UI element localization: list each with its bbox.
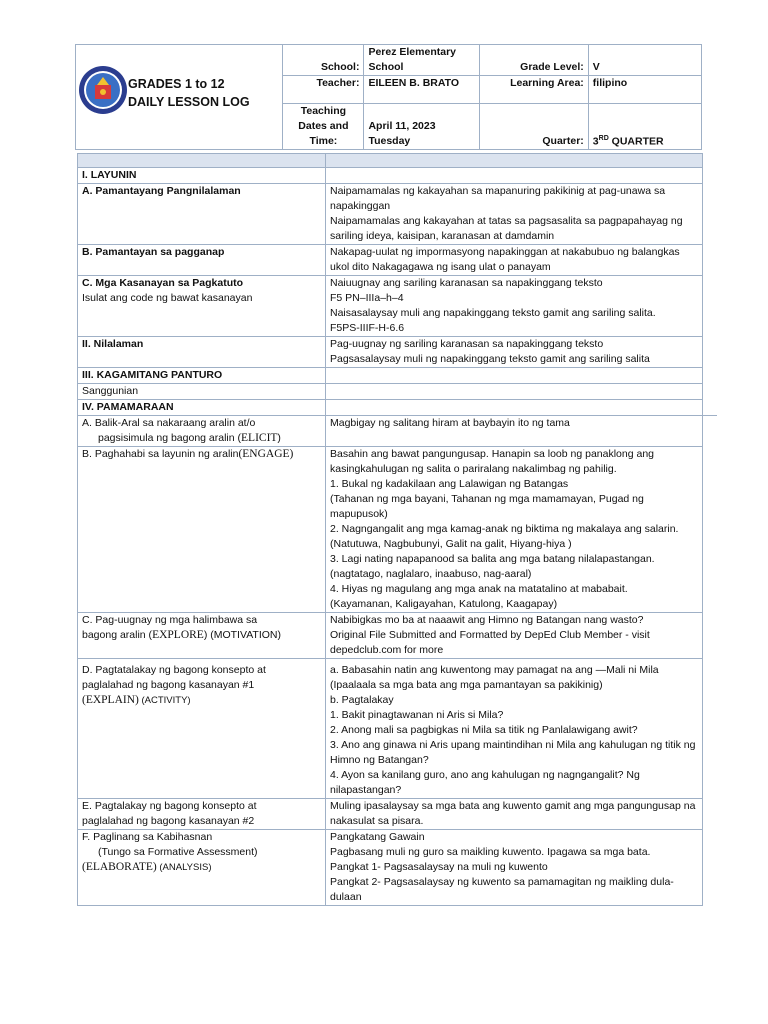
row-content-A: Magbigay ng salitang hiram at baybayin ito ng tama [326,416,703,447]
content-line: Nabibigkas mo ba at naaawit ang Himno ng Batangan nang wasto? [330,614,644,626]
content-line: 3. Lagi nating napapanood sa balita ang mga batang nilalapastangan. (nagtatago, naglalaro, inaabuso, nag-aaral) [330,553,655,580]
quarter-label: Quarter: [479,104,588,150]
content-line: 1. Bukal ng kadakilaan ang Lalawigan ng Batangas [330,478,569,490]
table-row [78,416,703,447]
content-line: (Kayamanan, Kaligayahan, Katulong, Kaagapay) [330,598,558,610]
dates-label: Teaching Dates and Time: [283,104,364,150]
content-line: 4. Ayon sa kanilang guro, ano ang kahulugan ng nagngangalit? Ng nilapastangan? [330,769,640,796]
content-line: 1. Bakit pinagtawanan ni Aris si Mila? [330,709,504,721]
row-content-c [326,276,703,337]
table-row [78,659,703,799]
content-line: F5PS-IIIF-H-6.6 [330,322,405,334]
row-content-D [326,659,703,799]
table-row [78,400,703,416]
row-label-F [78,830,326,906]
content-line: Naiuugnay ang sariling karanasan sa napakinggang teksto [330,277,603,289]
quarter-rest: QUARTER [608,135,664,147]
row-label-A [78,416,326,447]
content-line: Basahin ang bawat pangungusap. Hanapin sa loob ng panaklong ang kasingkahulugan ng salita o pariralang nakalimbag ng pahilig. [330,448,655,475]
header-cell-left [78,154,326,168]
table-row [78,337,703,368]
row-label-c [78,276,326,337]
row-label-F-elaborate: (ELABORATE) [82,861,157,873]
quarter-value [588,104,701,150]
content-line: Pangkat 2- Pagsasalaysay ng kuwento sa pamamagitan ng maikling dula-dulaan [330,876,674,903]
row-label-C-l1: C. Pag-uugnay ng mga halimbawa sa [82,614,258,626]
row-label-A-close: ) [277,432,281,444]
quarter-sup: RD [598,134,609,142]
content-line: (Tahanan ng mga bayani, Tahanan ng mga mamamayan, Pugad ng mapupusok) [330,493,644,520]
row-content-F [326,830,703,906]
lesson-table [77,153,703,906]
row-label-A-elicit: ELICIT [241,432,278,444]
row-label-A-l2 [82,431,321,446]
school-value: Perez Elementary School [364,45,479,76]
row-label-B [78,447,326,613]
content-line: Pangkat 1- Pagsasalaysay na muli ng kuwento [330,861,548,873]
row-label-c-sub: Isulat ang code ng bawat kasanayan [82,292,253,304]
table-row [78,384,703,400]
row-label-F-l2: (Tungo sa Formative Assessment) [98,846,258,858]
dates-value-line1: April 11, 2023 [368,120,436,132]
row-content-layunin [326,168,703,184]
row-content-pamamaraan [326,400,703,416]
row-label-D-l3 [82,693,321,708]
row-label-A-text: pagsisimula ng bagong aralin ( [98,432,242,444]
row-content-B [326,447,703,613]
row-label-a: A. Pamantayang Pangnilalaman [78,184,326,245]
row-label-pamamaraan: IV. PAMAMARAAN [78,400,326,416]
header-cell-right [326,154,703,168]
content-line: b. Pagtalakay [330,694,394,706]
table-row [78,184,703,245]
quarter-num: 3 [592,135,599,147]
table-row [78,276,703,337]
row-label-B-text: B. Paghahabi sa layunin ng aralin [82,448,239,460]
row-label-kagamitan: III. KAGAMITANG PANTURO [78,368,326,384]
row-label-D-l1: D. Pagtatalakay ng bagong konsepto at [82,664,266,676]
row-label-D-explain: (EXPLAIN) [82,694,139,706]
row-label-E-l1: E. Pagtalakay ng bagong konsepto at [82,800,257,812]
row-label-D-activity: (ACTIVITY) [138,695,191,706]
header-table [75,44,702,150]
table-row [78,368,703,384]
row-label-F-analysis: (ANALYSIS) [156,862,212,873]
row-label-C-text: bagong aralin ( [82,629,153,641]
content-line: Naipamamalas ng kakayahan sa mapanuring pakikinig at pag-unawa sa napakinggan [330,185,666,212]
row-label-C-explore: EXPLORE [152,629,204,641]
row-label-A-l1: A. Balik-Aral sa nakaraang aralin at/o [82,417,256,429]
row-label-nilalaman: II. Nilalaman [78,337,326,368]
title-cell [76,45,283,150]
teacher-label: Teacher: [283,76,364,104]
table-row [78,830,703,906]
row-label-F-l1: F. Paglinang sa Kabihasnan [82,831,213,843]
row-content-nilalaman [326,337,703,368]
dates-value-line2: Tuesday [368,135,411,147]
teacher-value: EILEEN B. BRATO [364,76,479,104]
row-label-C-l2 [82,628,321,643]
table-row [78,447,703,613]
table-header-row [78,154,703,168]
content-line: Naisasalaysay muli ang napakinggang teksto gamit ang sariling salita. [330,307,656,319]
content-line: (Ipaalaala sa mga bata ang mga pamantayan sa pakikinig) [330,679,603,691]
row-label-C [78,613,326,659]
row-content-C [326,613,703,659]
row-label-C-motivation: ) (MOTIVATION) [203,629,281,641]
row-label-E [78,799,326,830]
content-line: 4. Hiyas ng magulang ang mga anak na matatalino at mababait. [330,583,628,595]
row-label-D [78,659,326,799]
content-line: a. Babasahin natin ang kuwentong may pamagat na ang —Mali ni Mila [330,664,659,676]
row-content-a [326,184,703,245]
row-label-layunin: I. LAYUNIN [78,168,326,184]
table-row [78,799,703,830]
area-value: filipino [588,76,701,104]
content-line: 2. Nagngangalit ang mga kamag-anak ng biktima ng makalaya ang salarin. (Natutuwa, Nagbubunyi, Galit na galit, Hiyang-hiya ) [330,523,679,550]
grade-value: V [588,45,701,76]
table-divider-stub [703,415,717,416]
area-label: Learning Area: [479,76,588,104]
content-line: Pag-uugnay ng sariling karanasan sa napakinggang teksto [330,338,604,350]
row-content-E: Muling ipasalaysay sa mga bata ang kuwento gamit ang mga pangungusap na nakasulat sa pisara. [326,799,703,830]
content-line: Pagsasalaysay muli ng napakinggang teksto gamit ang sariling salita [330,353,650,365]
row-content-b: Nakapag-uulat ng impormasyong napakinggan at nakabubuo ng balangkas ukol dito Nakagagawa ng isang ulat o panayam [326,245,703,276]
row-label-F-l3 [82,860,321,875]
school-label: School: [283,45,364,76]
table-row [78,245,703,276]
content-line: F5 PN–IIIa–h–4 [330,292,404,304]
table-row [78,613,703,659]
row-label-E-l2: paglalahad ng bagong kasanayan #2 [82,815,255,827]
content-line: Original File Submitted and Formatted by DepEd Club Member - visit depedclub.com for more [330,629,650,656]
content-line: Naipamamalas ang kakayahan at tatas sa pagsasalita sa pagpapahayag ng sariling ideya, kaisipan, karanasan at damdamin [330,215,683,242]
content-line: 3. Ano ang ginawa ni Aris upang maintindihan ni Mila ang kahulugan ng titik ng Himno ng Batangan? [330,739,696,766]
row-label-sanggunian: Sanggunian [78,384,326,400]
table-row [78,168,703,184]
dates-value [364,104,479,150]
row-content-sanggunian [326,384,703,400]
row-label-c-title: C. Mga Kasanayan sa Pagkatuto [82,277,244,289]
content-line: 2. Anong mali sa pagbigkas ni Mila sa titik ng Panlalawigang awit? [330,724,638,736]
content-line: Pangkatang Gawain [330,831,425,843]
row-label-b: B. Pamantayan sa pagganap [78,245,326,276]
row-content-kagamitan [326,368,703,384]
content-line: Pagbasang muli ng guro sa maikling kuwento. Ipagawa sa mga bata. [330,846,651,858]
grade-label: Grade Level: [479,45,588,76]
row-label-B-engage: (ENGAGE) [238,448,294,460]
title-line2: DAILY LESSON LOG [128,95,250,109]
deped-seal-icon [78,65,128,115]
row-label-D-l2: paglalahad ng bagong kasanayan #1 [82,679,255,691]
title-line1: GRADES 1 to 12 [128,77,225,91]
